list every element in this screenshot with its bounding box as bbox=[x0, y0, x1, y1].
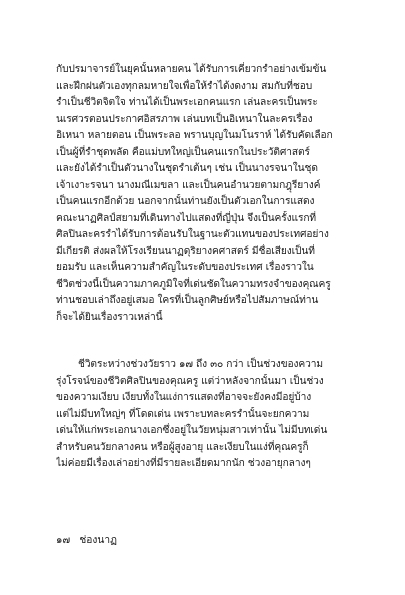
text-line: แต่ไม่มีบทใหญ่ๆ ที่โดดเด่น เพราะบทละครรำนั้นจะยกความ bbox=[56, 408, 310, 420]
text-line: อิเหนา หลายตอน เป็นพระลอ พรานบุญในมโนราห์ ได้รับคัดเลือก bbox=[56, 130, 333, 141]
page-footer bbox=[56, 534, 117, 548]
text-line: เป็นผู้ที่รำชุดพลัด คือแม่บทใหญ่เป็นคนแรกในประวัติศาสตร์ bbox=[56, 146, 310, 158]
paragraph-1 bbox=[56, 62, 356, 326]
text-line: นเรศวรตอนประกาศอิสรภาพ เล่นบทเป็นอิเหนาในละครเรื่อง bbox=[56, 113, 313, 125]
text-line: เด่นให้แก่พระเอกนางเอกซึ่งอยู่ในวัยหนุ่มสาวเท่านั้น ไม่มีบทเด่น bbox=[56, 425, 328, 436]
text-line: ชีวิตช่วงนี้เป็นความภาคภูมิใจที่เด่นชัดในความทรงจำของคุณครู bbox=[56, 278, 331, 290]
text-line: ก็จะได้ยินเรื่องราวเหล่านี้ bbox=[56, 311, 163, 323]
text-line: ไม่ค่อยมีเรื่องเล่าอย่างที่มีรายละเอียดมากนัก ช่วงอายุกลางๆ bbox=[56, 458, 311, 469]
text-line: กับปรมาจารย์ในยุคนั้นหลายคน ได้รับการเคี่ยวกรำอย่างเข้มข้น bbox=[56, 64, 327, 75]
text-line: ศิลปินละครรำได้รับการต้อนรับในฐานะตัวแทนของประเทศอย่าง bbox=[56, 229, 329, 240]
text-line: เป็นคนแรกอีกด้วย นอกจากนั้นท่านยังเป็นตัวเอกในการแสดง bbox=[56, 196, 315, 207]
text-line: รุ่งโรจน์ของชีวิตศิลปินของคุณครู แต่ว่าหลังจากนั้นมา เป็นช่วง bbox=[56, 375, 324, 387]
text-line: คณะนาฏศิลป์สยามที่เดินทางไปแสดงที่ญี่ปุ่น จึงเป็นครั้งแรกที่ bbox=[56, 212, 317, 224]
text-line: เจ้าเงาะรจนา นางมณีเมขลา และเป็นคนอำนวยตามกฎุรียางค์ bbox=[56, 179, 321, 191]
text-line: ท่านชอบเล่าถึงอยู่เสมอ ใครที่เป็นลูกศิษย์หรือไปสัมภาษณ์ท่าน bbox=[56, 295, 319, 306]
text-line: และฝึกฝนตัวเองทุกลมหายใจเพื่อให้รำได้งดงาม สมกับที่ชอบ bbox=[56, 80, 313, 92]
text-line: ยอมรับ และเห็นความสำคัญในระดับของประเทศ เรื่องราวใน bbox=[56, 262, 314, 273]
text-line: และยังได้รำเป็นตัวนางในชุดรำเต้นๆ เช่น เป็นนางรจนาในชุด bbox=[56, 163, 318, 174]
page-number: ๑๗ bbox=[56, 535, 71, 546]
paragraph-2 bbox=[56, 357, 356, 473]
text-line: รำเป็นชีวิตจิตใจ ท่านได้เป็นพระเอกคนแรก เล่นละครเป็นพระ bbox=[56, 97, 318, 108]
text-line: ชีวิตระหว่างช่วงวัยราว ๑๗ ถึง ๓๐ กว่า เป็นช่วงของความ bbox=[78, 359, 323, 370]
chapter-title: ช่องนาฏ bbox=[79, 535, 117, 546]
text-line: ของความเงียบ เงียบทั้งในแง่การแสดงที่อาจจะยังคงมีอยู่บ้าง bbox=[56, 392, 312, 403]
text-line: สำหรับคนวัยกลางคน หรือผู้สูงอายุ และเงียบในแง่ที่คุณครูก็ bbox=[56, 441, 309, 453]
text-line: มีเกียรติ ส่งผลให้โรงเรียนนาฏดุริยางคศาสตร์ มีชื่อเสียงเป็นที่ bbox=[56, 245, 315, 257]
